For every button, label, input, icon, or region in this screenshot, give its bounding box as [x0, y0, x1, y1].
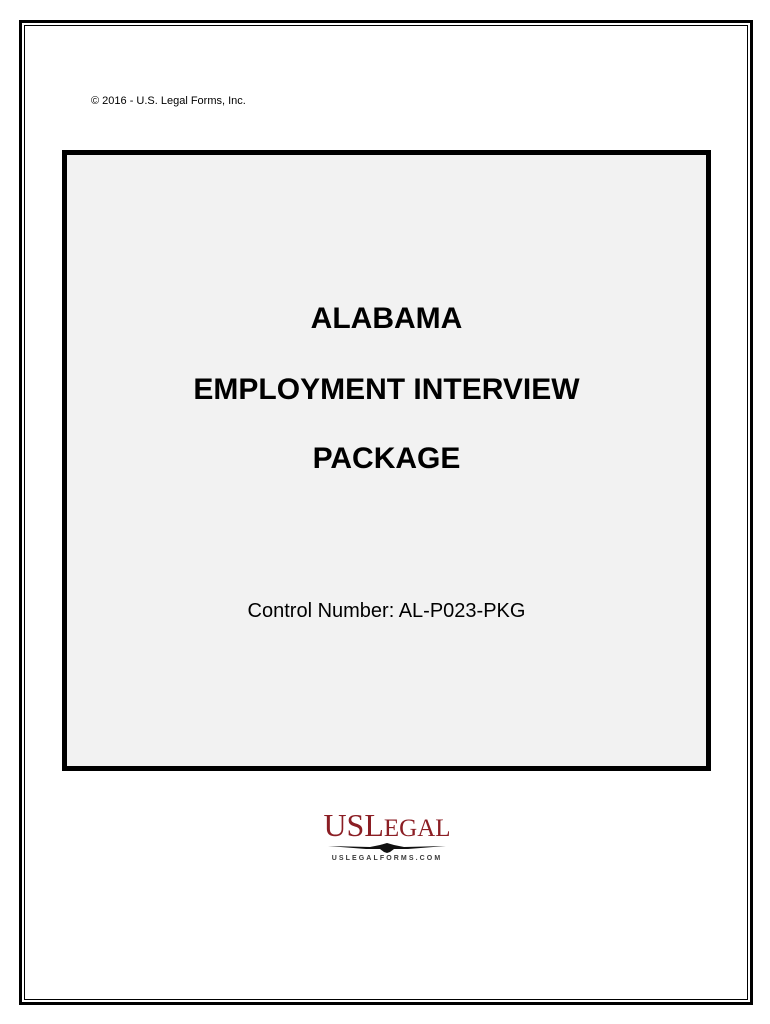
- logo-wordmark-l: L: [364, 807, 384, 843]
- eagle-icon: [324, 843, 450, 853]
- cover-title-box: [62, 150, 711, 771]
- control-number: Control Number: AL-P023-PKG: [247, 600, 526, 622]
- state-title: ALABAMA: [310, 302, 463, 335]
- copyright-notice: © 2016 - U.S. Legal Forms, Inc.: [91, 95, 246, 107]
- logo-wordmark-rest: EGAL: [383, 815, 451, 842]
- package-title: PACKAGE: [312, 442, 461, 475]
- uslegal-logo: [314, 808, 460, 864]
- logo-wordmark: [314, 808, 460, 846]
- logo-wordmark-us: US: [323, 807, 365, 843]
- logo-url: USLEGALFORMS.COM: [331, 855, 443, 862]
- document-title: EMPLOYMENT INTERVIEW: [193, 373, 580, 406]
